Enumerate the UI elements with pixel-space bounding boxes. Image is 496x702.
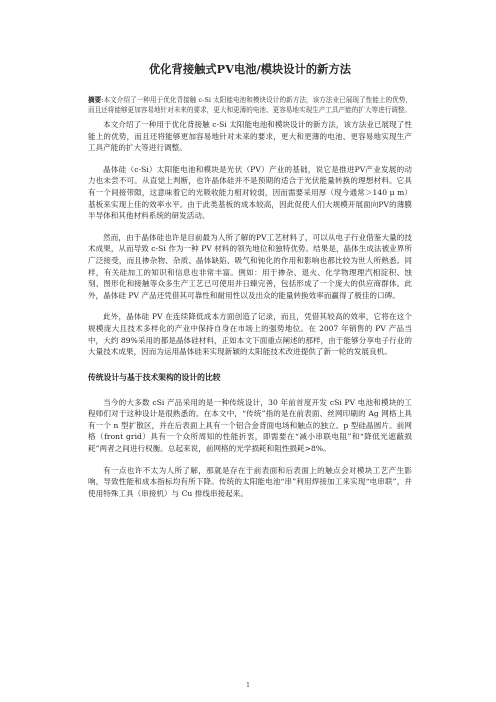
paragraph-spacer bbox=[88, 222, 412, 232]
paragraph-spacer bbox=[88, 301, 412, 311]
paragraph-spacer bbox=[88, 154, 412, 164]
abstract-text: :本文介绍了一种用于优化背接触 c-Si 太阳能电池和模块设计的新方法，该方法业已展现了性能上的优势，而且还将能够更加容易地针对未来的要求，更大和更薄的电池、更容易地实现生产工具产能的扩大等进行调整。 bbox=[88, 96, 412, 114]
paragraph-spacer bbox=[88, 455, 412, 465]
paragraph-2: 晶体硅（c-Si）太阳能电池和模块是光伏（PV）产业的基础，说它是推进PV产业发展的动力也未尝不可。从直觉上判断，也许晶体硅并不是预期的适合于光伏能量转换的理想材料。它具有一个间接带隙，这意味着它的光吸收能力相对较弱，因而需要采用厚（现今通常＞140 μ m）基板来实现上佳的效率水平。由于此类基板的成本较高，因此促使人们大规模开展面向PV的薄膜半导体和其他材料系统的研发活动。 bbox=[88, 164, 412, 221]
section-spacer bbox=[88, 358, 412, 372]
abstract bbox=[88, 95, 412, 115]
paragraph-4: 此外，晶体硅 PV 在连续降低成本方面创造了记录，而且，凭借其较高的效率，它将在这个规模庞大且技术多样化的产业中保持自身在市场上的强势地位。在 2007 年销售的 PV 产品当中，大约 89%采用的都是晶体硅材料，正如本文下面重点阐述的那样，由于能够分享电子行业的大量技术成果，因而为运用晶体硅来实现新颖的太阳能技术改进提供了新一轮的发展良机。 bbox=[88, 312, 412, 357]
section-paragraph-1: 当今的大多数 cSi 产品采用的是一种传统设计，30 年前首度开发 cSi PV 电池和模块的工程师们对于这种设计是很熟悉的。在本文中，“传统”指的是在前表面、丝网印刷的 Ag 网格上具有一个 n 型扩散区，并在后表面上具有一个铝合金背面电场和触点的独立、p 型硅晶圆片。前网格（front grid）具有一个众所周知的性能折衷，即需要在“减小串联电阻”和“降低光遮蔽损耗”两者之间进行权衡。总起来说，前网格的光学损耗和阻性损耗>8%。 bbox=[88, 397, 412, 454]
section-paragraph-2: 有一点也许不太为人所了解，那就是存在于前表面和后表面上的触点会对模块工艺产生影响，导致性能和成本指标均有所下降。传统的太阳能电池“串”利用焊接加工来实现“电串联”，并使用特殊工具（串接机）与 Cu 排线串接起来。 bbox=[88, 465, 412, 498]
paragraph-1: 本文介绍了一种用于优化背接触 c-Si 太阳能电池和模块设计的新方法，该方法业已展现了性能上的优势，而且还将能够更加容易地针对未来的要求，更大和更薄的电池、更容易地实现生产工具产能的扩大等进行调整。 bbox=[88, 120, 412, 153]
section-heading: 传统设计与基于技术架构的设计的比较 bbox=[88, 372, 221, 382]
paragraph-3: 然而，由于晶体硅也许是目前最为人所了解的PV工艺材料了，可以从电子行业借鉴大量的技术成果，从而导致 c-Si 作为一种 PV 材料的领先地位和独特优势。结果是，晶体生成法被业界所广泛接受，而且掺杂物、杂质、晶体缺陷、吸气和钝化的作用和影响也都比较为世人所熟悉。同样，有关硅加工的知识和信息也非常丰富。例如：用于掺杂、退火、化学物理理汽相淀积、蚀刻、图形化和接触等众多生产工艺已可使用并日臻完善，包括形成了一个庞大的供应商群体。此外，晶体硅 PV 产品还凭借其可靠性和耐用性以及出众的能量转换效率而赢得了极佳的口碑。 bbox=[88, 232, 412, 300]
page-number: 1 bbox=[246, 682, 250, 689]
document-title: 优化背接触式PV电池/模块设计的新方法 bbox=[148, 62, 352, 76]
abstract-label: 摘要 bbox=[88, 96, 102, 104]
